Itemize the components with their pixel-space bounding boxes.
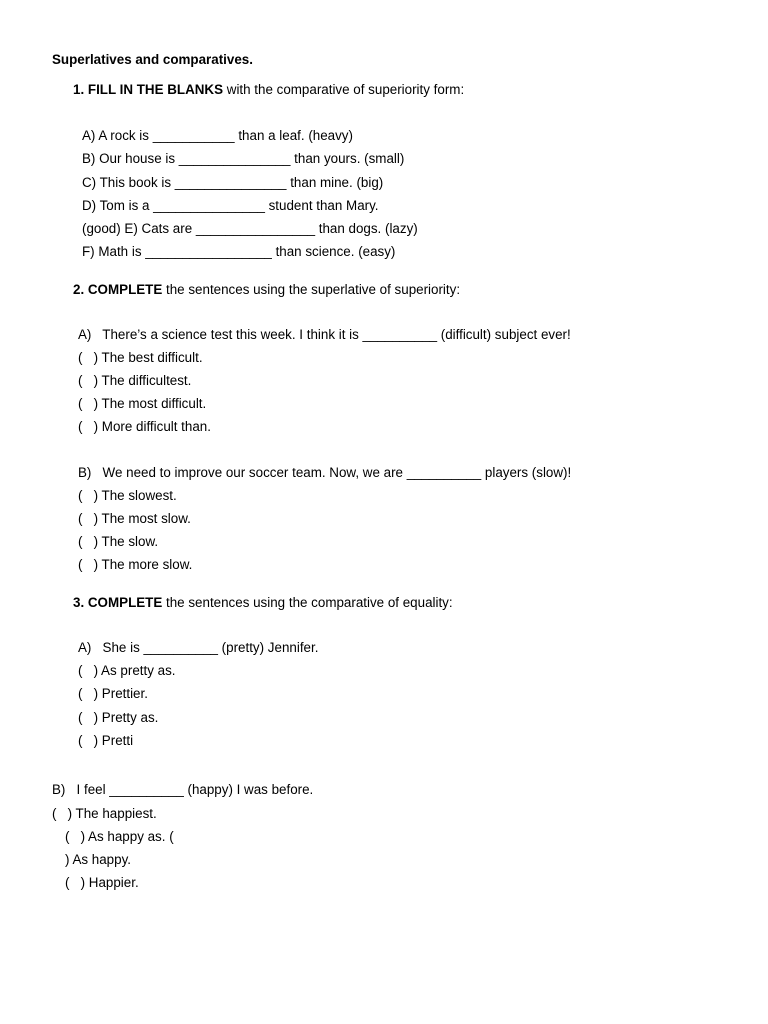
section1-heading-bold: FILL IN THE BLANKS [87, 82, 224, 97]
section1-heading [73, 82, 464, 98]
s3a-option-4: ( ) Pretti [78, 733, 134, 748]
section2-heading [73, 282, 460, 298]
s1-line-b: B) Our house is _______________ than yours. (small) [82, 151, 405, 166]
section2-number: 2. [73, 282, 88, 297]
s3-question-a: A) She is __________ (pretty) Jennifer. [78, 640, 319, 655]
s2b-option-1: ( ) The slowest. [78, 488, 177, 503]
s3a-option-2: ( ) Prettier. [78, 686, 148, 701]
s1-line-d: D) Tom is a _______________ student than Mary. [82, 198, 379, 213]
s1-line-e: (good) E) Cats are ________________ than dogs. (lazy) [82, 221, 418, 236]
section2-heading-rest: the sentences using the superlative of superiority: [162, 282, 461, 297]
section3-heading-rest: the sentences using the comparative of equality: [162, 595, 453, 610]
page-title: Superlatives and comparatives. [52, 52, 253, 67]
s3a-option-1: ( ) As pretty as. [78, 663, 176, 678]
s2a-option-1: ( ) The best difficult. [78, 350, 203, 365]
s2b-option-2: ( ) The most slow. [78, 511, 191, 526]
s3b-option-3: ) As happy. [65, 852, 131, 867]
s1-line-f: F) Math is _________________ than science. (easy) [82, 244, 396, 259]
section3-heading [73, 595, 453, 611]
s2b-option-4: ( ) The more slow. [78, 557, 193, 572]
s2b-option-3: ( ) The slow. [78, 534, 159, 549]
s3b-option-4: ( ) Happier. [65, 875, 139, 890]
s3a-option-3: ( ) Pretty as. [78, 710, 159, 725]
section3-heading-bold: COMPLETE [87, 595, 163, 610]
s1-line-a: A) A rock is ___________ than a leaf. (heavy) [82, 128, 353, 143]
s2-question-b: B) We need to improve our soccer team. Now, we are __________ players (slow)! [78, 465, 572, 480]
section2-heading-bold: COMPLETE [87, 282, 163, 297]
s1-line-c: C) This book is _______________ than mine. (big) [82, 175, 384, 190]
s3b-option-2: ( ) As happy as. ( [65, 829, 174, 844]
s3b-option-1: ( ) The happiest. [52, 806, 157, 821]
s2a-option-2: ( ) The difficultest. [78, 373, 192, 388]
s2a-option-4: ( ) More difficult than. [78, 419, 211, 434]
s2-question-a: A) There’s a science test this week. I think it is __________ (difficult) subject ever! [78, 327, 571, 342]
s2a-option-3: ( ) The most difficult. [78, 396, 207, 411]
section1-number: 1. [73, 82, 88, 97]
s3-question-b: B) I feel __________ (happy) I was before. [52, 782, 314, 797]
section3-number: 3. [73, 595, 88, 610]
section1-heading-rest: with the comparative of superiority form: [223, 82, 465, 97]
